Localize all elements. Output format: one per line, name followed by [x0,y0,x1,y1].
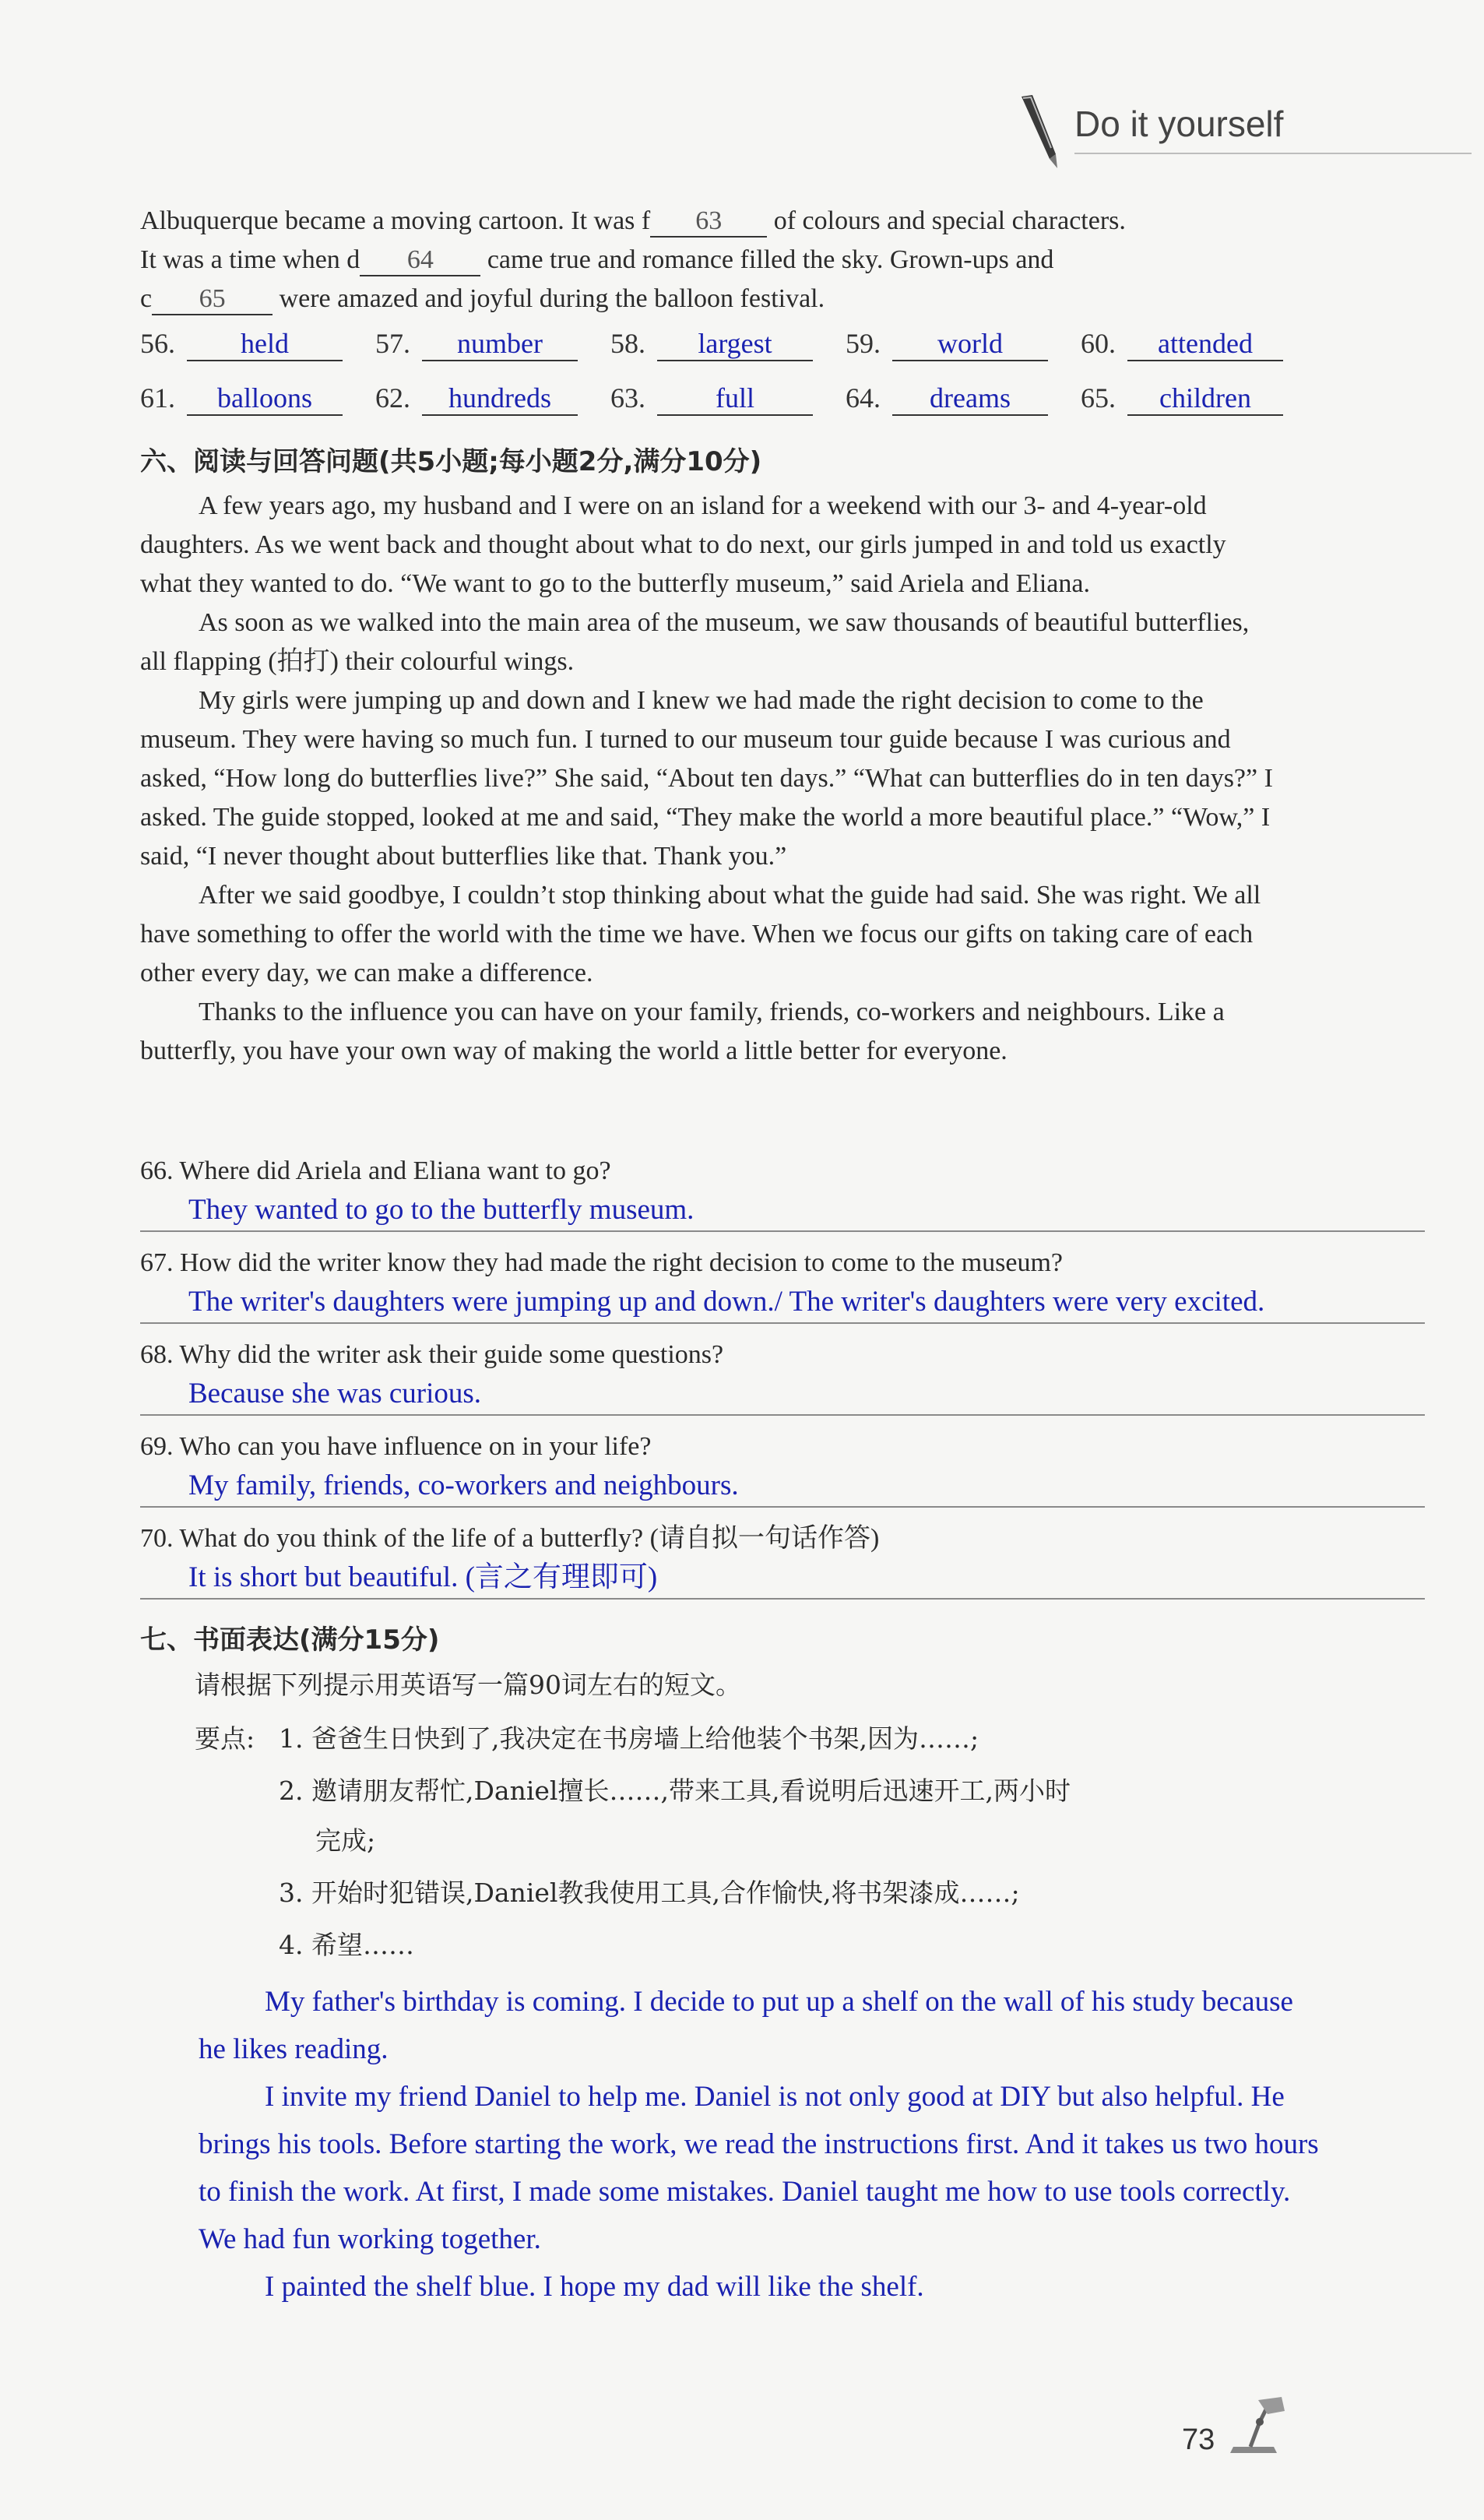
answer-line: It is short but beautiful. (言之有理即可) [140,1557,1425,1600]
section-7-title: 七、书面表达(满分15分) [140,1624,440,1656]
answer-item [140,382,312,414]
essay-answer [199,1978,1320,2311]
passage-text: c [140,284,153,313]
essay-paragraph: I invite my friend Daniel to help me. Daniel is not only good at DIY but also helpful. He brings his tools. Before starting the work, we read the instructions first. And it takes us two hours to finish the work. At first, I made some mistakes. Daniel taught me how to use tools correctly. We had fun working together. [199,2081,1319,2255]
question-text: 67. How did the writer know they had made the right decision to come to the museum? [140,1248,1064,1277]
writing-instruction: 请根据下列提示用英语写一篇90词左右的短文。 [195,1670,741,1700]
passage-text: of colours and special characters. [773,206,1126,235]
passage-line-3 [140,284,825,315]
answer-item [375,382,551,414]
passage-paragraph: Thanks to the influence you can have on your family, friends, co-workers and neighbours. Like a butterfly, you have your own way of making the world a little better for everyone. [140,998,1225,1065]
writing-point: 2. 邀请朋友帮忙,Daniel擅长……,带来工具,看说明后迅速开工,两小时 [279,1776,1071,1806]
answer-fill: children [1127,382,1283,416]
answer-fill: full [657,382,813,416]
answer-number: 57. [375,328,410,359]
reading-passage [140,487,1277,1071]
answer-fill: dreams [892,382,1048,416]
answer-item [1081,327,1253,360]
answer-fill: attended [1127,327,1283,361]
answer-number: 63. [610,382,645,414]
page-header [1004,86,1472,171]
answer-row-2 [140,382,1308,421]
question-70 [140,1520,1425,1600]
answer-item [846,327,1003,360]
pen-icon [1012,93,1067,171]
question-69 [140,1428,1425,1508]
blank-63: 63 [650,206,767,238]
answer-fill: number [422,327,578,361]
passage-text: came true and romance filled the sky. Grown-ups and [487,245,1054,274]
question-66 [140,1153,1425,1232]
answer-number: 58. [610,328,645,359]
passage-paragraph: After we said goodbye, I couldn’t stop thinking about what the guide had said. She was right. We all have something to offer the world with the time we have. When we focus our gifts on taking care of each other every day, we can make a difference. [140,881,1261,987]
section-6-title: 六、阅读与回答问题(共5小题;每小题2分,满分10分) [140,446,762,477]
essay-paragraph: My father's birthday is coming. I decide to put up a shelf on the wall of his study because he likes reading. [199,1986,1293,2065]
blank-65: 65 [152,284,273,315]
answer-item [140,327,289,360]
answer-number: 56. [140,328,175,359]
header-title: Do it yourself [1074,104,1284,144]
answer-item [846,382,1011,414]
answer-fill: balloons [187,382,343,416]
passage-text: were amazed and joyful during the balloon festival. [279,284,825,313]
answer-item [375,327,543,360]
question-text: 66. Where did Ariela and Eliana want to go? [140,1156,611,1185]
answer-fill: hundreds [422,382,578,416]
question-68 [140,1336,1425,1416]
answer-line: They wanted to go to the butterfly museum. [140,1190,1425,1232]
passage-line-1 [140,206,1126,238]
passage-paragraph: As soon as we walked into the main area of the museum, we saw thousands of beautiful butterflies, all flapping (拍打) their colourful wings. [140,608,1250,676]
answer-number: 65. [1081,382,1116,414]
answer-number: 62. [375,382,410,414]
answer-item [1081,382,1251,414]
essay-paragraph: I painted the shelf blue. I hope my dad will like the shelf. [265,2271,924,2303]
passage-text: It was a time when d [140,245,360,274]
question-text: 69. Who can you have influence on in your life? [140,1432,652,1461]
writing-point: 4. 希望…… [279,1930,414,1960]
answer-number: 61. [140,382,175,414]
blank-64: 64 [360,245,480,276]
answer-number: 59. [846,328,881,359]
points-label: 要点: [195,1723,255,1754]
page-number: 73 [1182,2423,1215,2456]
passage-line-2 [140,245,1053,276]
writing-point: 1. 爸爸生日快到了,我决定在书房墙上给他装个书架,因为……; [279,1723,979,1754]
answer-number: 60. [1081,328,1116,359]
desk-lamp-icon [1222,2391,1292,2461]
question-text: 70. What do you think of the life of a butterfly? (请自拟一句话作答) [140,1524,880,1553]
answer-fill: world [892,327,1048,361]
answer-line: My family, friends, co-workers and neighbours. [140,1466,1425,1508]
answer-line: The writer's daughters were jumping up and down./ The writer's daughters were very excited. [140,1282,1425,1324]
header-rule [1074,153,1472,154]
answer-fill: held [187,327,343,361]
question-67 [140,1244,1425,1324]
answer-row-1 [140,327,1308,366]
answer-item [610,382,754,414]
writing-point: 3. 开始时犯错误,Daniel教我使用工具,合作愉快,将书架漆成……; [279,1878,1020,1908]
passage-paragraph: A few years ago, my husband and I were on an island for a weekend with our 3- and 4-year-old daughters. As we went back and thought about what to do next, our girls jumped in and told us exactly what they wanted to do. “We want to go to the butterfly museum,” said Ariela and Eliana. [140,491,1226,598]
passage-text: Albuquerque became a moving cartoon. It was f [140,206,651,235]
question-text: 68. Why did the writer ask their guide some questions? [140,1340,724,1369]
passage-paragraph: My girls were jumping up and down and I knew we had made the right decision to come to the museum. They were having so much fun. I turned to our museum tour guide because I was curious and asked, “How long do butterflies live?” She said, “About ten days.” “What can butterflies do in ten days?” I asked. The guide stopped, looked at me and said, “They make the world a more beautiful place.” “Wow,” I said, “I never thought about butterflies like that. Thank you.” [140,686,1273,871]
answer-number: 64. [846,382,881,414]
answer-fill: largest [657,327,813,361]
answer-line: Because she was curious. [140,1374,1425,1416]
answer-item [610,327,772,360]
writing-point-continued: 完成; [315,1825,376,1856]
